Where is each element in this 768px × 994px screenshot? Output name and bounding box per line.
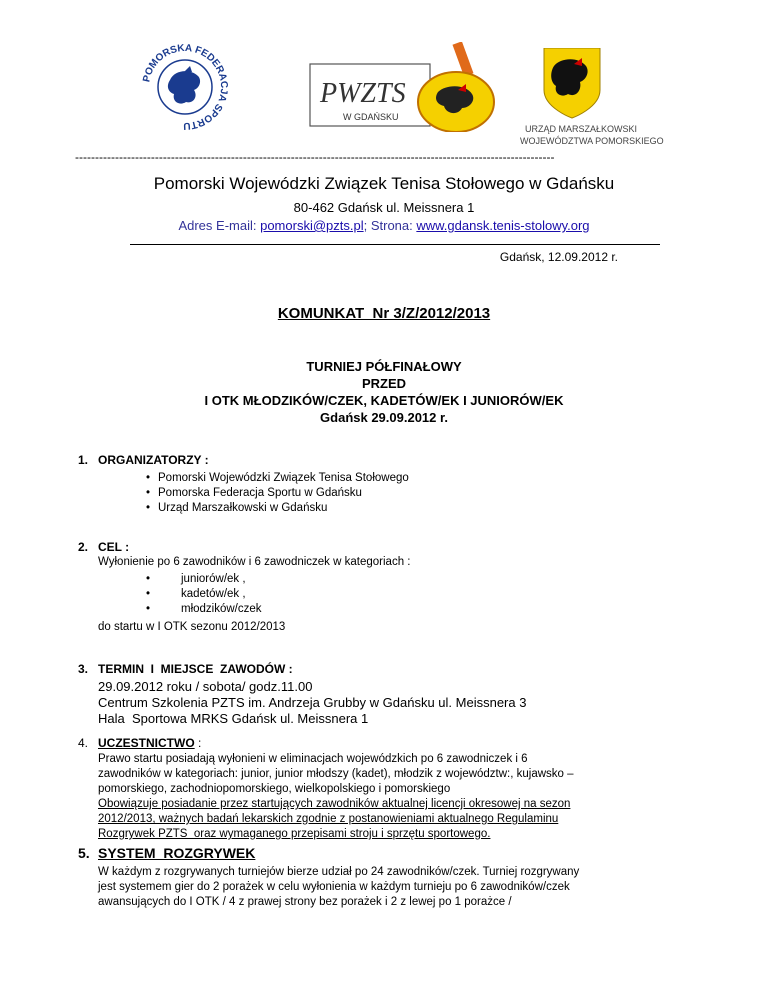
section-3-body bbox=[98, 679, 526, 727]
tournament-line4: Gdańsk 29.09.2012 r. bbox=[320, 410, 448, 425]
list-item: • Pomorski Wojewódzki Związek Tenisa Stołowego bbox=[146, 472, 409, 484]
pfs-logo-text: POMORSKA FEDERACJA SPORTU bbox=[141, 42, 230, 132]
pwzts-logo-sub: W GDAŃSKU bbox=[343, 112, 399, 122]
list-item: • kadetów/ek , bbox=[146, 588, 246, 600]
header-rule bbox=[130, 244, 660, 245]
urzad-line1: URZĄD MARSZAŁKOWSKI bbox=[525, 124, 638, 134]
org-address: 80-462 Gdańsk ul. Meissnera 1 bbox=[293, 200, 475, 215]
section-1-heading bbox=[78, 453, 209, 467]
section-1-list bbox=[146, 471, 409, 516]
list-item: • Urząd Marszałkowski w Gdańsku bbox=[146, 502, 328, 514]
tournament-line3: I OTK MŁODZIKÓW/CZEK, KADETÓW/EK I JUNIORÓW/EK bbox=[204, 393, 564, 408]
event-venue-2: Hala Sportowa MRKS Gdańsk ul. Meissnera 1 bbox=[98, 711, 369, 726]
section-2-number: 2. bbox=[78, 540, 89, 554]
tournament-heading bbox=[0, 358, 768, 426]
section-1-number: 1. bbox=[78, 453, 89, 467]
section-4-heading: 4. UCZESTNICTWO : bbox=[78, 736, 202, 750]
tournament-line2: PRZED bbox=[361, 376, 407, 391]
section-2-outro: do startu w I OTK sezonu 2012/2013 bbox=[98, 621, 286, 633]
org-name: Pomorski Wojewódzki Związek Tenisa Stołowego w Gdańsku bbox=[153, 174, 615, 193]
list-item: • młodzików/czek bbox=[146, 603, 262, 615]
document-date: Gdańsk, 12.09.2012 r. bbox=[499, 250, 618, 264]
event-date: 29.09.2012 roku / sobota/ godz.11.00 bbox=[98, 679, 313, 694]
pwzts-logo bbox=[308, 42, 528, 132]
section-3-number: 3. bbox=[78, 662, 89, 676]
email-link[interactable]: pomorski@pzts.pl bbox=[260, 218, 364, 233]
section-4-number: 4. bbox=[78, 736, 89, 750]
section-5-title: SYSTEM ROZGRYWEK bbox=[98, 845, 256, 861]
section-5-heading bbox=[78, 845, 255, 861]
section-2-list bbox=[146, 572, 262, 617]
section-5-number: 5. bbox=[78, 845, 90, 861]
pwzts-logo-text: PWZTS bbox=[320, 78, 406, 109]
section-3-heading bbox=[78, 662, 293, 676]
section-2-intro: Wyłonienie po 6 zawodników i 6 zawodniczek w kategoriach : bbox=[98, 556, 411, 568]
dashed-separator: ------------------------------------------------------------------------------------------------------------------------ bbox=[75, 150, 555, 164]
pfs-logo bbox=[140, 42, 230, 132]
document-title: KOMUNKAT Nr 3/Z/2012/2013 bbox=[277, 305, 491, 322]
email-label: Adres E-mail: bbox=[178, 218, 261, 233]
section-2-title: CEL : bbox=[98, 540, 130, 554]
section-4-title: UCZESTNICTWO bbox=[98, 736, 195, 750]
site-label: ; Strona: bbox=[363, 218, 417, 233]
section-4-body: Prawo startu posiadają wyłonieni w eliminacjach wojewódzkich po 6 zawodniczek i 6 zawodników w kategoriach: junior, junior młodszy (kadet), młodzik z województw:, kujawsko – pomorskiego, zachodniopomorskiego, wielkopolskiego i pomorskiego Obowiązuje posiadanie przez startujących zawodników aktualnej licencji okresowej na sezon 2012/2013, ważnych badań lekarskich zgodnie z postanowieniami aktualnego Regulaminu Rozgrywek PZTS oraz wymaganego przepisami stroju i sprzętu sportowego. bbox=[98, 753, 574, 840]
section-5-body: W każdym z rozgrywanych turniejów bierze udział po 24 zawodników/czek. Turniej rozgrywany jest systemem gier do 2 porażek w celu wyłonienia w każdym turnieju po 6 zawodników/czek awansujących do I OTK / 4 z prawej strony bez porażek i 2 z lewej po 1 porażce / bbox=[98, 866, 580, 908]
urzad-logo bbox=[520, 48, 680, 148]
tournament-line1: TURNIEJ PÓŁFINAŁOWY bbox=[306, 359, 462, 374]
org-contact bbox=[0, 218, 768, 233]
event-venue-1: Centrum Szkolenia PZTS im. Andrzeja Grubby w Gdańsku ul. Meissnera 3 bbox=[98, 695, 527, 710]
urzad-line2: WOJEWÓDZTWA POMORSKIEGO bbox=[520, 136, 664, 146]
section-3-title: TERMIN I MIEJSCE ZAWODÓW : bbox=[98, 662, 293, 676]
list-item: • Pomorska Federacja Sportu w Gdańsku bbox=[146, 487, 362, 499]
website-link[interactable]: www.gdansk.tenis-stolowy.org bbox=[416, 218, 590, 233]
section-1-title: ORGANIZATORZY : bbox=[98, 453, 209, 467]
list-item: • juniorów/ek , bbox=[146, 573, 246, 585]
license-requirement: Obowiązuje posiadanie przez startujących zawodników aktualnej licencji okresowej na sezon bbox=[98, 798, 571, 810]
section-2-heading bbox=[78, 540, 129, 554]
